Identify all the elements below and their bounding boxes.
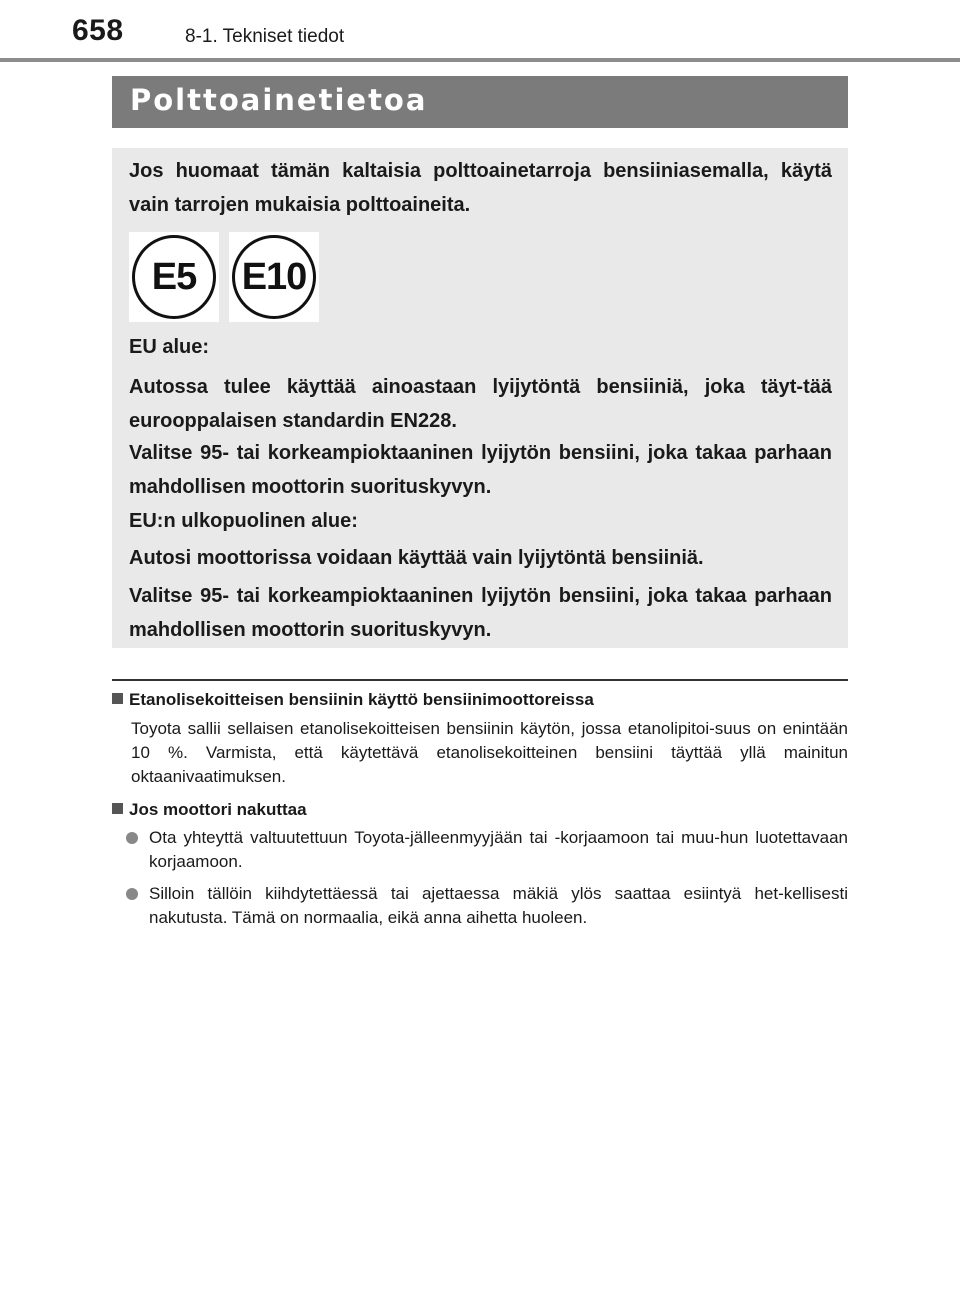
section-label: 8-1. Tekniset tiedot	[185, 26, 345, 47]
title-bar	[112, 76, 848, 128]
non-eu-text-1: Autosi moottorissa voidaan käyttää vain lyijytöntä bensiiniä.	[129, 547, 704, 569]
fuel-label-e5	[129, 232, 219, 322]
fuel-info-box	[112, 148, 848, 648]
note-heading-knock	[112, 798, 307, 822]
eu-heading: EU alue:	[129, 336, 210, 358]
fuel-label-e5-circle: E5	[132, 235, 216, 319]
page-number: 658	[72, 14, 124, 47]
non-eu-text-2: Valitse 95- tai korkeampioktaaninen lyijytön bensiini, joka takaa parhaan mahdollisen moottorin suorituskyvyn.	[129, 585, 832, 641]
eu-text-1: Autossa tulee käyttää ainoastaan lyijytöntä bensiiniä, joka täyt-tää eurooppalaisen standardin EN228.	[129, 376, 832, 432]
page-title: Polttoainetietoa	[130, 83, 428, 117]
section-divider	[112, 679, 848, 681]
knock-bullet-2	[112, 882, 848, 930]
page-header	[0, 0, 960, 62]
knock-bullet-1	[112, 826, 848, 874]
note-heading-ethanol-text: Etanolisekoitteisen bensiinin käyttö bensiinimoottoreissa	[129, 690, 594, 709]
round-bullet-icon	[126, 832, 138, 844]
header-rule	[0, 58, 960, 62]
fuel-label-e10-circle: E10	[232, 235, 316, 319]
note-body-ethanol: Toyota sallii sellaisen etanolisekoitteisen bensiinin käytön, jossa etanolipitoi-suus on enintään 10 %. Varmista, että käytettävä etanolisekoitteinen bensiini täyttää yllä mainitun oktaanivaatimuksen.	[131, 719, 848, 786]
eu-text-2: Valitse 95- tai korkeampioktaaninen lyijytön bensiini, joka takaa parhaan mahdollisen moottorin suorituskyvyn.	[129, 442, 832, 498]
fuel-label-e10	[229, 232, 319, 322]
fuel-labels	[129, 232, 329, 322]
note-heading-ethanol	[112, 688, 594, 712]
round-bullet-icon	[126, 888, 138, 900]
non-eu-heading: EU:n ulkopuolinen alue:	[129, 510, 358, 532]
note-heading-knock-text: Jos moottori nakuttaa	[129, 800, 307, 819]
square-bullet-icon	[112, 693, 123, 704]
info-intro: Jos huomaat tämän kaltaisia polttoainetarroja bensiiniasemalla, käytä vain tarrojen mukaisia polttoaineita.	[129, 160, 832, 216]
knock-bullet-1-text: Ota yhteyttä valtuutettuun Toyota-jälleenmyyjään tai -korjaamoon tai muu-hun luotettavaan korjaamoon.	[149, 828, 848, 871]
square-bullet-icon	[112, 803, 123, 814]
knock-bullet-2-text: Silloin tällöin kiihdytettäessä tai ajettaessa mäkiä ylös saattaa esiintyä het-kellisesti nakutusta. Tämä on normaalia, eikä anna aihetta huoleen.	[149, 884, 848, 927]
